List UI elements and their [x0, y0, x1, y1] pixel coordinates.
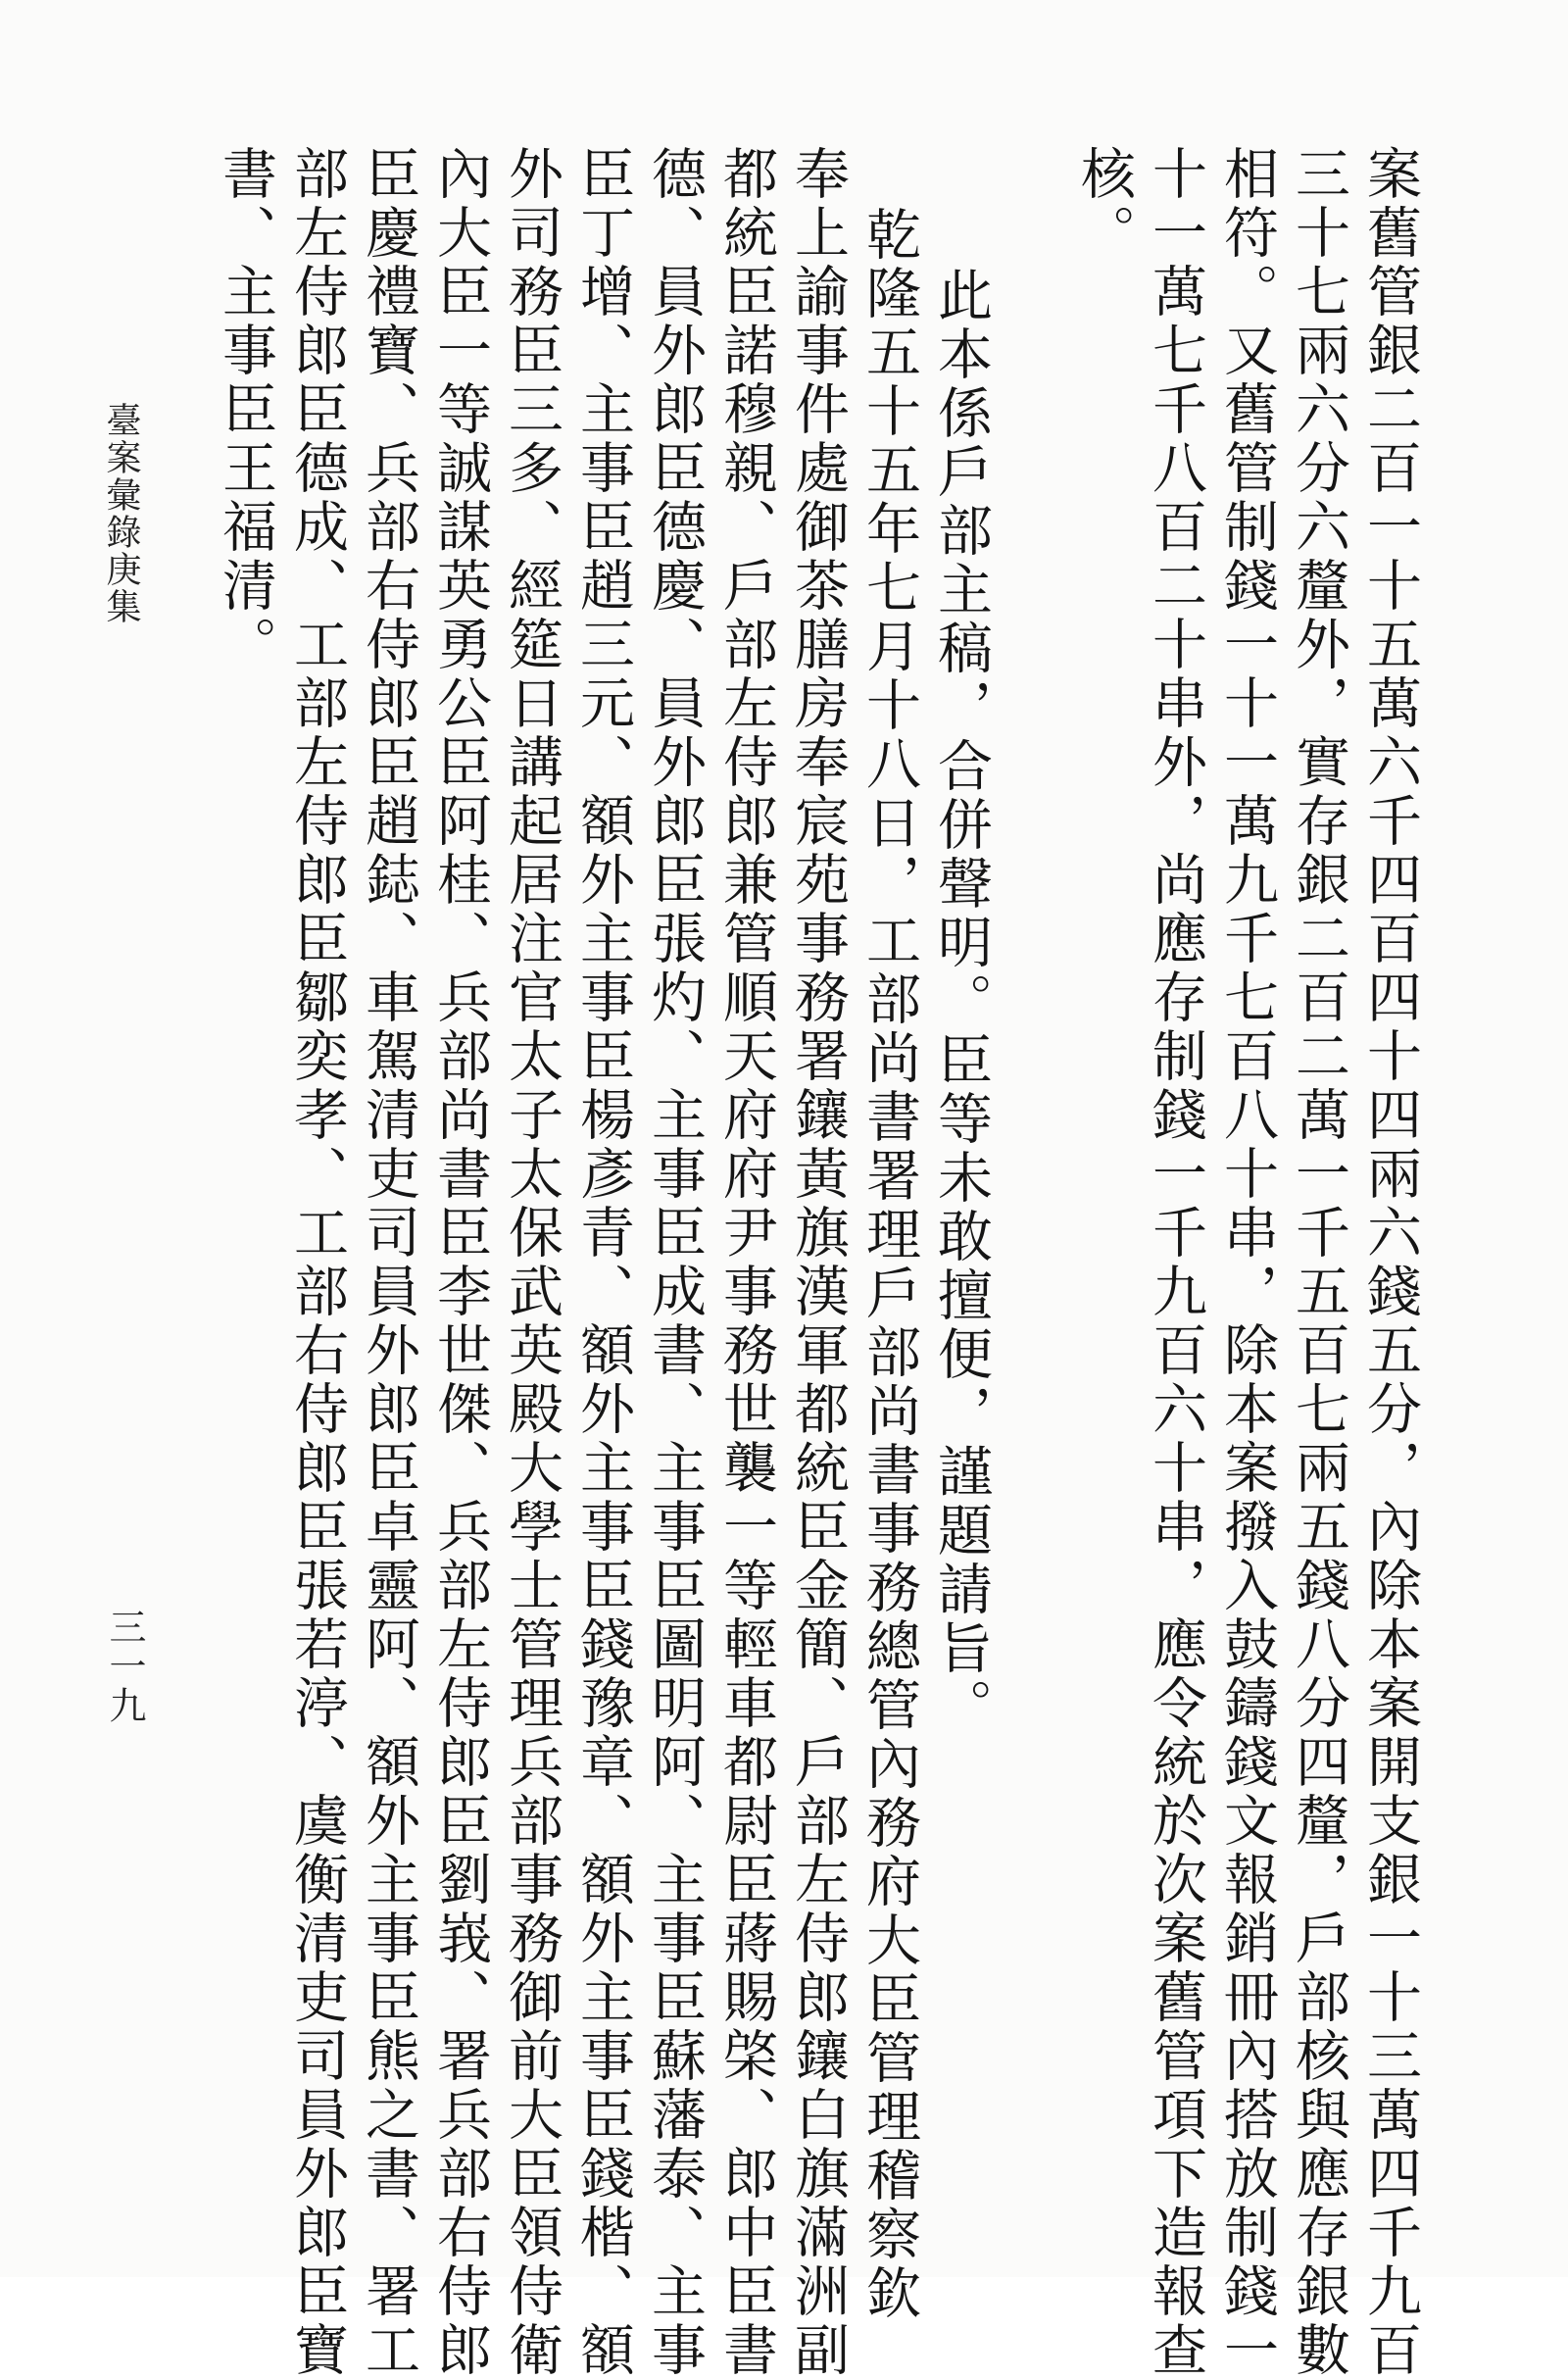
text-column-10: 都統臣諾穆親、戶部左侍郎兼管順天府府尹事務世襲一等輕車都尉臣蔣賜棨、郎中臣書: [714, 145, 778, 2380]
text-column-9: 奉上諭事件處御茶膳房奉宸苑事務署鑲黃旗漢軍都統臣金簡、戶部左侍郎鑲白旗滿洲副: [786, 145, 850, 2380]
text-column-4: 十一萬七千八百二十串外，尚應存制錢一千九百六十串，應令統於次案舊管項下造報查: [1144, 145, 1207, 2380]
book-title: 臺案彙錄庚集: [101, 402, 141, 625]
text-column-date: 乾隆五十五年七月十八日，工部尚書署理戶部尚書事務總管內務府大臣管理稽察欽: [858, 206, 921, 2323]
text-column-statement: 此本係戶部主稿，合併聲明。臣等未敢擅便，謹題請旨。: [929, 267, 993, 1737]
text-column-2: 三十七兩六分六釐外，實存銀二百二萬一千五百七兩五錢八分四釐，戶部核與應存銀數: [1287, 145, 1350, 2380]
text-column-17: 書、主事臣王福清。: [214, 145, 277, 674]
text-column-16: 部左侍郎臣德成、工部左侍郎臣鄒奕孝、工部右侍郎臣張若渟、虞衡清吏司員外郎臣寶: [285, 145, 349, 2380]
text-column-12: 臣丁增、主事臣趙三元、額外主事臣楊彥青、額外主事臣錢豫章、額外主事臣錢楷、額: [571, 145, 635, 2380]
text-column-5: 核。: [1072, 145, 1136, 263]
text-column-14: 內大臣一等誠謀英勇公臣阿桂、兵部尚書臣李世傑、兵部左侍郎臣劉峩、署兵部右侍郎: [428, 145, 492, 2380]
text-column-1: 案舊管銀二百一十五萬六千四百四十四兩六錢五分，內除本案開支銀一十三萬四千九百: [1358, 145, 1422, 2380]
text-column-15: 臣慶禮寶、兵部右侍郎臣趙鋕、車駕清吏司員外郎臣卓靈阿、額外主事臣熊之書、署工: [357, 145, 420, 2380]
text-column-11: 德、員外郎臣德慶、員外郎臣張灼、主事臣成書、主事臣圖明阿、主事臣蘇藩泰、主事: [643, 145, 707, 2380]
text-column-13: 外司務臣三多、經筵日講起居注官太子太保武英殿大學士管理兵部事務御前大臣領侍衛: [500, 145, 564, 2380]
page-number: 三一九: [103, 1608, 146, 1725]
vertical-text-body: [210, 145, 1426, 2380]
column-spacer: [997, 145, 1068, 2184]
text-column-3: 相符。又舊管制錢一十一萬九千七百八十串，除本案撥入鼓鑄錢文報銷冊內搭放制錢一: [1215, 145, 1279, 2380]
